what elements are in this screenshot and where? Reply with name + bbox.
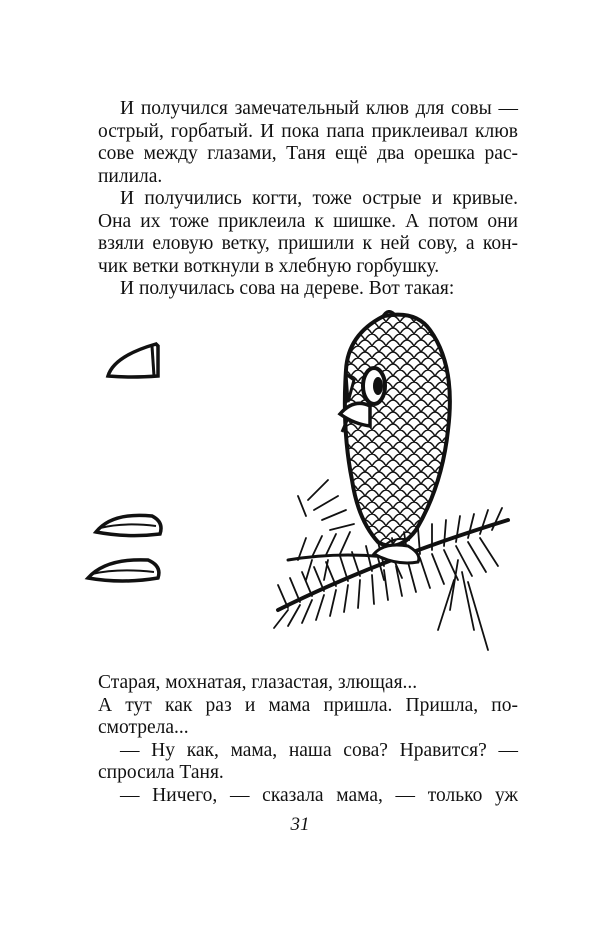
text-line: смотрела... [98,717,189,738]
text-line: взяли еловую ветку, пришили к ней сову, а кон- [98,233,518,254]
text-bottom [98,672,518,807]
text-top [98,98,518,301]
nut-claw-icon [88,515,161,581]
text-line: И получился замечательный клюв для совы — [120,98,518,119]
text-line: острый, горбатый. И пока папа приклеивал клюв [98,120,518,142]
text-line: И получились когти, тоже острые и кривые. [120,188,518,209]
page-number: 31 [290,814,310,835]
paragraph-6 [98,740,518,785]
paragraph-2 [98,188,518,278]
text-line: чик ветки воткнули в хлебную горбушку. [98,255,440,277]
paragraph-7 [98,785,518,808]
paragraph-3 [98,278,518,301]
text-line: И получилась сова на дереве. Вот такая: [120,278,455,299]
owl-illustration [78,310,528,670]
text-line: — Ну как, мама, наша сова? Нравится? — [120,739,518,761]
paragraph-5 [98,695,518,740]
text-line: — Ничего, — сказала мама, — только уж [120,784,518,806]
text-line: пилила. [98,165,163,187]
text-line: А тут как раз и мама пришла. Пришла, по- [98,694,518,716]
text-line: сове между глазами, Таня ещё два орешка рас- [98,143,518,164]
owl-pinecone-icon [340,311,450,563]
nut-beak-icon [108,344,158,377]
text-line: Она их тоже приклеила к шишке. А потом они [98,210,518,232]
paragraph-4 [98,672,518,695]
text-line: Старая, мохнатая, глазастая, злющая... [98,672,418,693]
paragraph-1 [98,98,518,188]
text-line: спросила Таня. [98,762,224,783]
